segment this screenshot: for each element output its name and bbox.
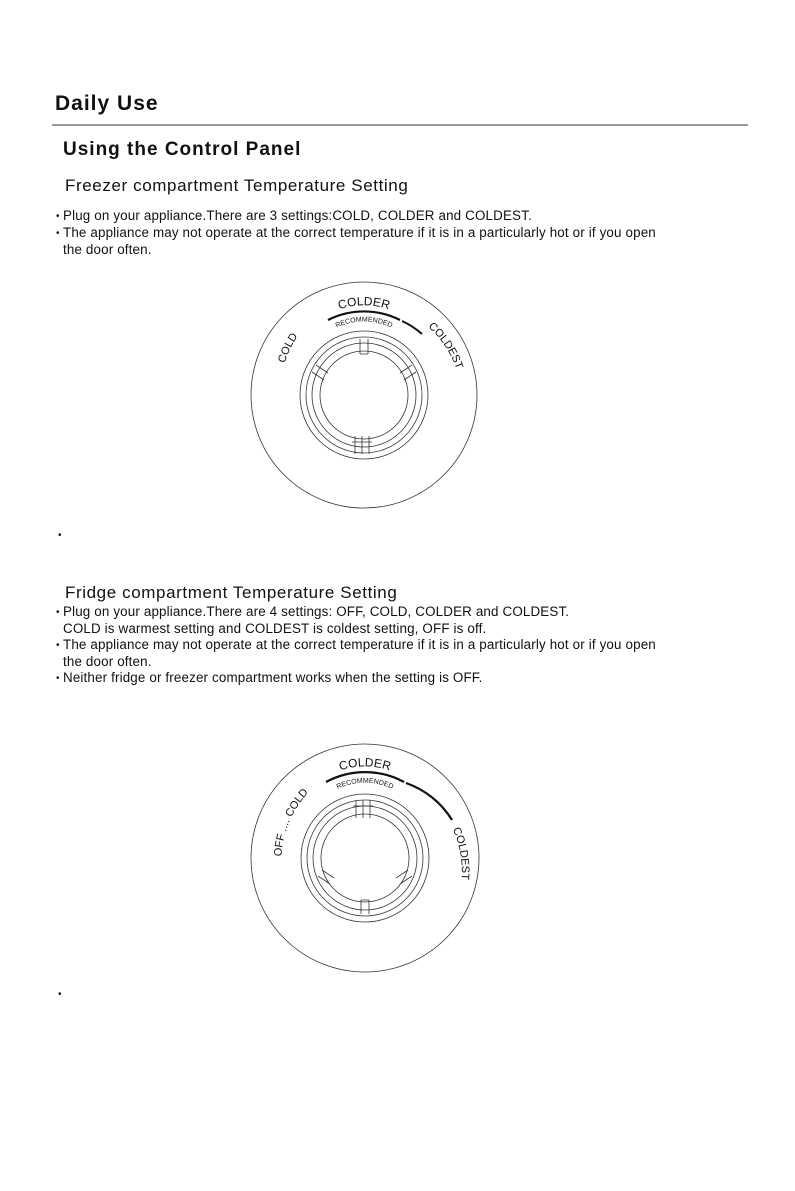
trailing-bullet-icon: • [58, 530, 62, 541]
fridge-heading: Fridge compartment Temperature Setting [65, 583, 398, 602]
dial-label-coldest: COLDEST [450, 825, 471, 881]
dial-label-coldest: COLDEST [425, 320, 465, 371]
section-title: Using the Control Panel [63, 139, 302, 160]
list-item: • Neither fridge or freezer compartment works when the setting is OFF. [56, 670, 483, 685]
knob-ring [312, 343, 416, 447]
list-item-continuation: the door often. [63, 654, 152, 669]
dial-label-cold: COLD [276, 331, 301, 365]
knob-ring [313, 806, 417, 910]
dial-range-arc [406, 783, 452, 820]
knob-center [320, 351, 408, 439]
trailing-bullet-icon: • [58, 989, 62, 1000]
list-item: • Plug on your appliance.There are 3 settings:COLD, COLDER and COLDEST. [56, 208, 532, 223]
title-divider [52, 124, 748, 126]
bullet-icon: • [56, 607, 60, 618]
bullet-icon: • [56, 640, 60, 651]
page-title: Daily Use [55, 92, 159, 115]
knob-inner-ring [307, 800, 423, 916]
fridge-instructions [56, 604, 756, 687]
dial-label-recommended: RECOMMENDED [334, 316, 394, 330]
freezer-heading: Freezer compartment Temperature Setting [65, 176, 409, 195]
knob-grip-marks [318, 800, 412, 914]
dial-label-colder: COLDER [336, 294, 392, 313]
list-item: • The appliance may not operate at the correct temperature if it is in a particularly hot or if you open [56, 637, 656, 652]
dial-range-arc [402, 321, 422, 334]
freezer-dial-diagram [250, 278, 478, 512]
knob-outer-ring [301, 794, 429, 922]
dial-label-recommended: RECOMMENDED [335, 777, 395, 791]
bullet-icon: • [56, 673, 60, 684]
bullet-icon: • [56, 211, 60, 222]
list-item-continuation: the door often. [63, 242, 152, 257]
list-item: • The appliance may not operate at the correct temperature if it is in a particularly hot or if you open [56, 225, 656, 240]
knob-center [321, 814, 409, 902]
knob-outer-ring [300, 331, 428, 459]
bullet-icon: • [56, 228, 60, 239]
fridge-dial-diagram [250, 740, 480, 976]
dial-label-colder: COLDER [337, 755, 393, 774]
list-item: • Plug on your appliance.There are 4 settings: OFF, COLD, COLDER and COLDEST. [56, 604, 570, 619]
freezer-instructions [56, 208, 756, 258]
dial-outer-ring [251, 282, 477, 508]
list-item-continuation: COLD is warmest setting and COLDEST is coldest setting, OFF is off. [63, 621, 487, 636]
dial-label-off-cold: OFF .... COLD [272, 786, 311, 857]
knob-grip-marks [312, 339, 416, 454]
